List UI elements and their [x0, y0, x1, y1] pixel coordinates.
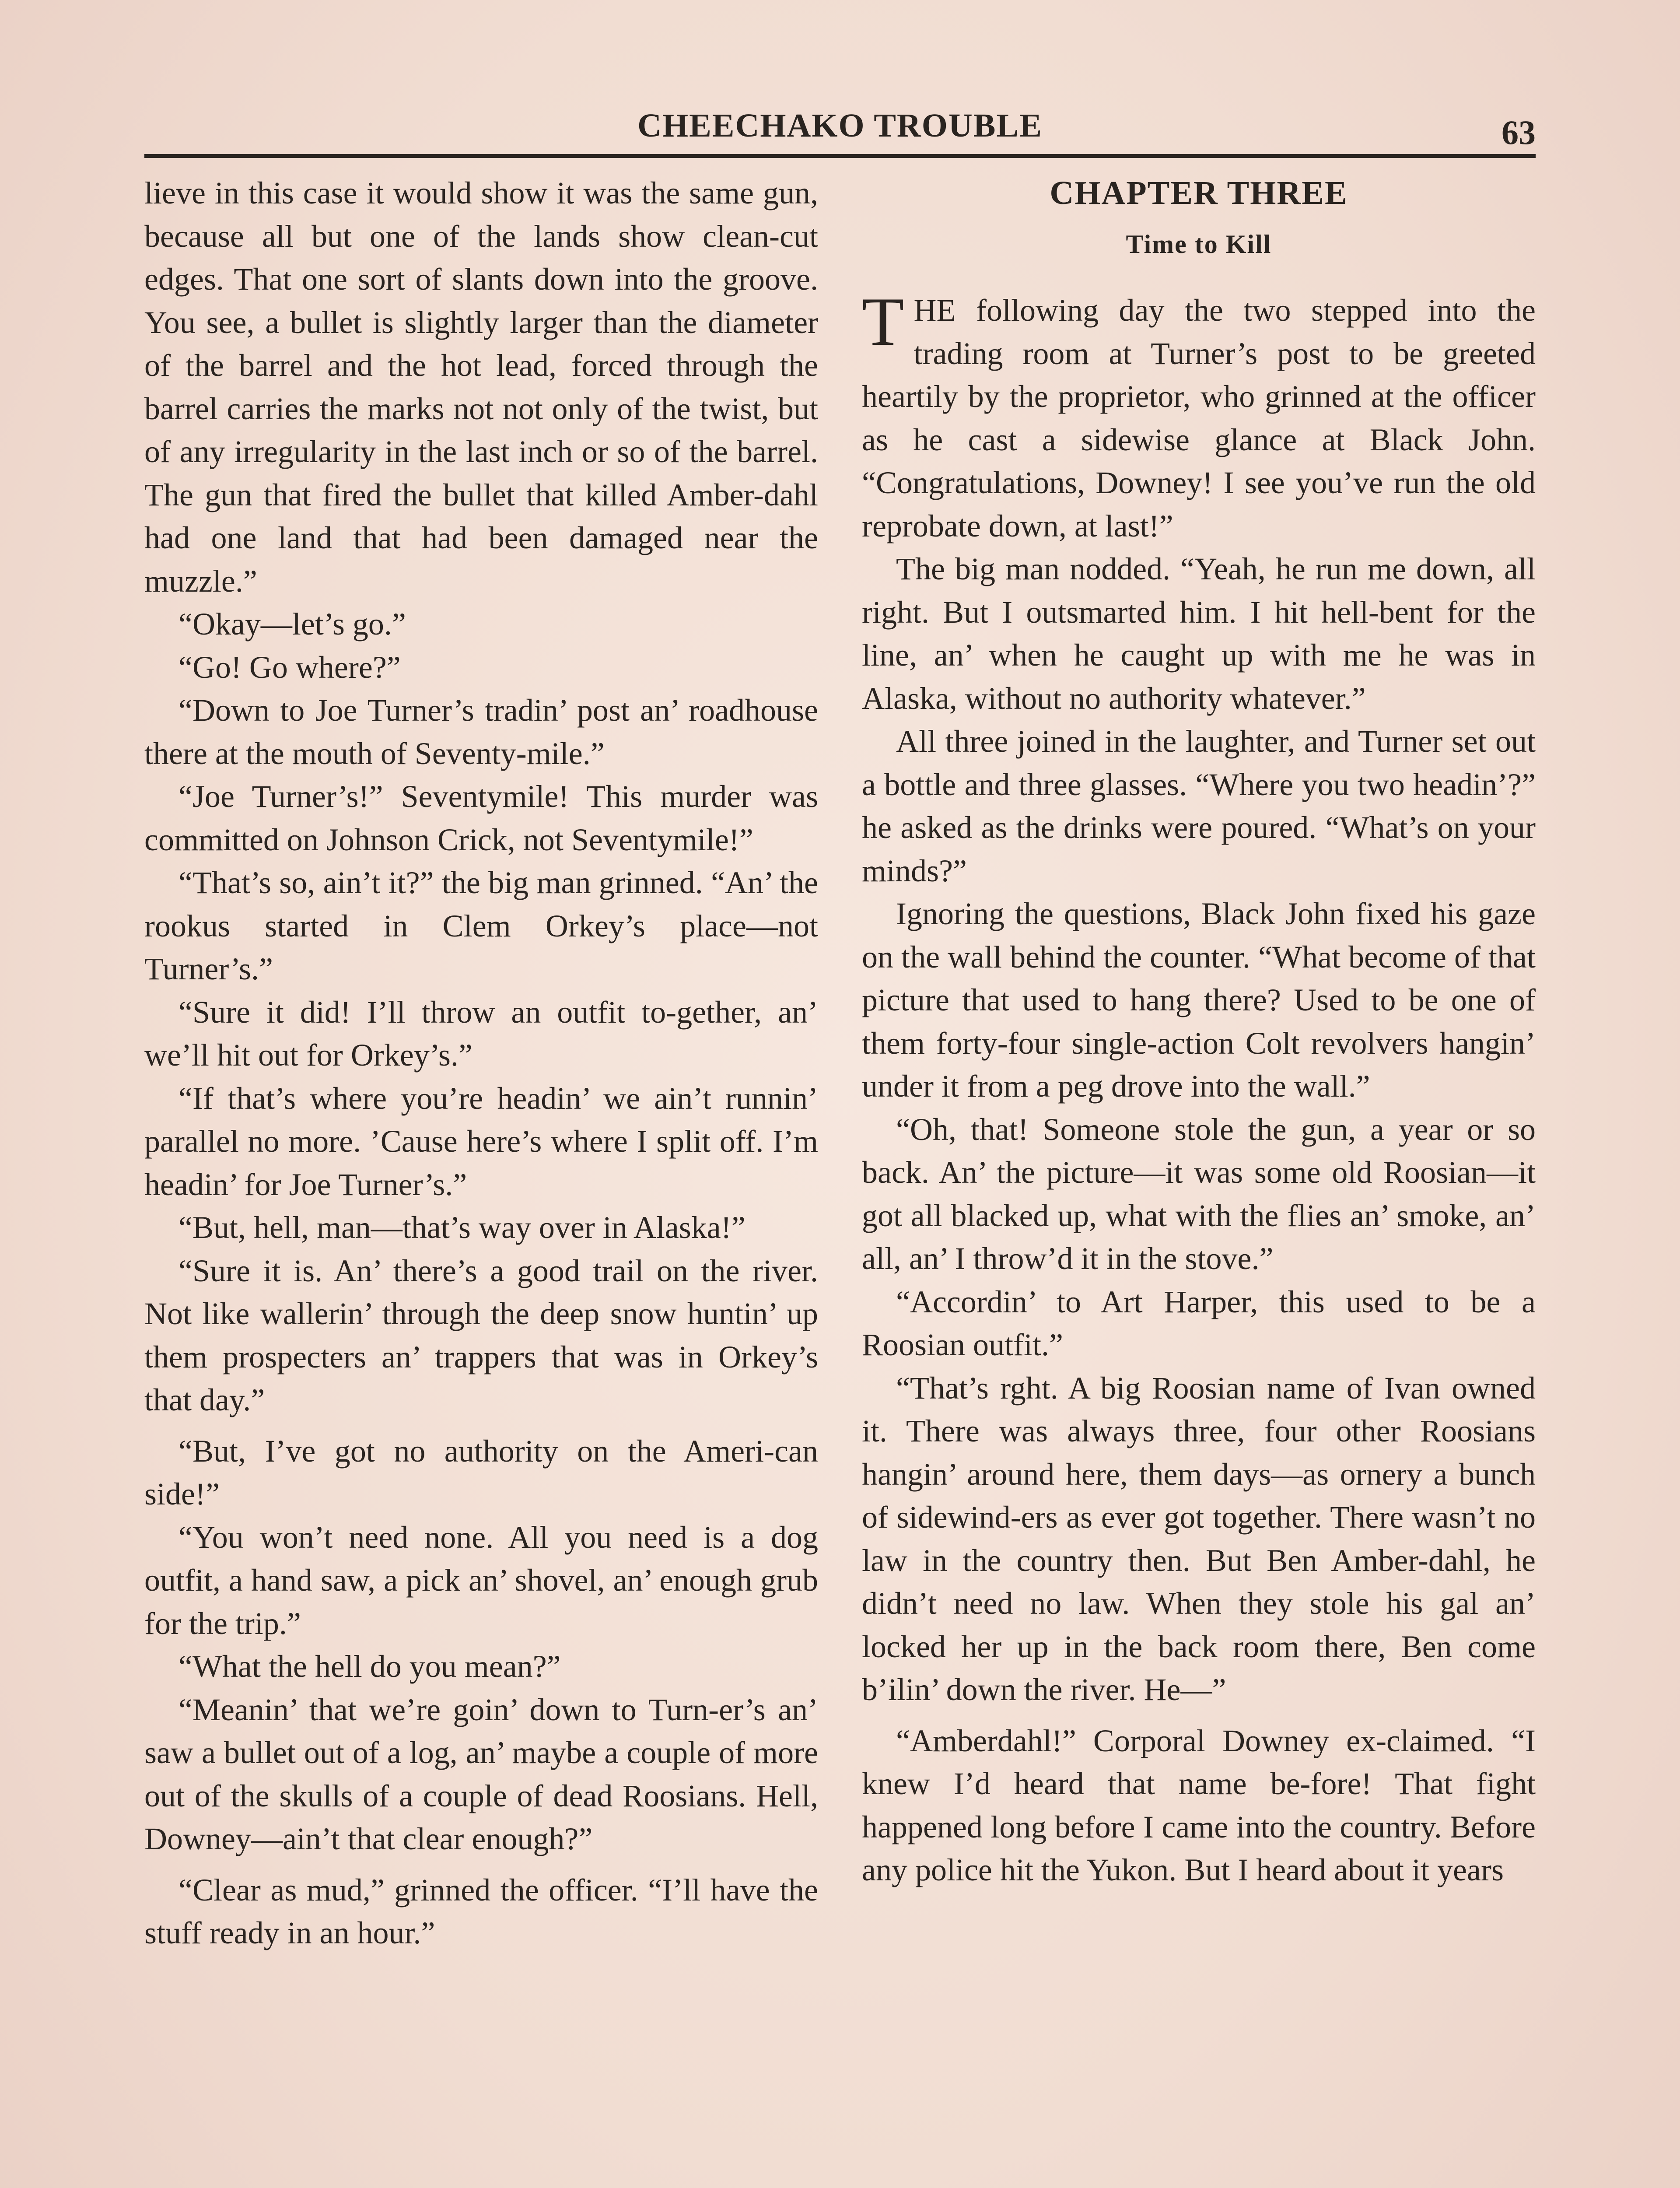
running-title: CHEECHAKO TROUBLE [637, 107, 1043, 144]
paragraph: “Go! Go where?” [178, 649, 401, 685]
paragraph: All three joined in the laughter, and Turner set out a bottle and three glasses. “Where you two headin’?” he asked as the drinks were poured. “What’s on your minds?” [862, 724, 1536, 888]
opening-paragraph [862, 284, 1536, 547]
header-rule [144, 154, 1536, 158]
paragraph: Ignoring the questions, Black John fixed his gaze on the wall behind the counter. “What become of that picture that used to hang there? Used to be one of them forty-four single-action Colt revolvers hangin’ under it from a peg drove into the wall.” [862, 896, 1536, 1104]
drop-cap: T [862, 284, 904, 360]
paragraph: “You won’t need none. All you need is a dog outfit, a hand saw, a pick an’ shovel, an’ enough grub for the trip.” [144, 1519, 818, 1641]
paragraph: “But, I’ve got no authority on the Ameri-can side!” [144, 1433, 818, 1511]
paragraph: “Accordin’ to Art Harper, this used to be a Roosian outfit.” [862, 1284, 1536, 1362]
opening-paragraph-text: HE following day the two stepped into the trading room at Turner’s post to be greeted heartily by the proprietor, who grinned at the officer as he cast a sidewise glance at Black John. “Congratulations, Downey! I see you’ve run the old reprobate down, at last!” [862, 293, 1536, 543]
left-column [144, 172, 818, 1955]
paragraph: lieve in this case it would show it was the same gun, because all but one of the lands show clean-cut edges. That one sort of slants down into the groove. You see, a bullet is slightly larger than the diameter of the barrel and the hot lead, forced through the barrel carries the marks not not only of the twist, but of any irregularity in the last inch or so of the barrel. The gun that fired the bullet that killed Amber-dahl had one land that had been damaged near the muzzle.” [144, 175, 818, 599]
paragraph: “Amberdahl!” Corporal Downey ex-claimed. “I knew I’d heard that name be-fore! That fight happened long before I came into the country. Before any police hit the Yukon. But I heard about it years [862, 1723, 1536, 1887]
paragraph: “Meanin’ that we’re goin’ down to Turn-er’s an’ saw a bullet out of a log, an’ maybe a couple of more out of the skulls of a couple of dead Roosians. Hell, Downey—ain’t that clear enough?” [144, 1692, 818, 1856]
paragraph: “Okay—let’s go.” [178, 607, 406, 642]
paragraph: “But, hell, man—that’s way over in Alaska!” [178, 1210, 746, 1245]
chapter-subtitle: Time to Kill [1126, 230, 1272, 259]
paragraph: The big man nodded. “Yeah, he run me down, all right. But I outsmarted him. I hit hell-bent for the line, an’ when he caught up with me he was in Alaska, without no authority whatever.” [862, 551, 1536, 716]
paragraph: “Clear as mud,” grinned the officer. “I’ll have the stuff ready in an hour.” [144, 1872, 818, 1950]
paragraph: “That’s so, ain’t it?” the big man grinned. “An’ the rookus started in Clem Orkey’s place—not Turner’s.” [144, 865, 818, 986]
running-header [144, 100, 1536, 152]
paragraph: “Down to Joe Turner’s tradin’ post an’ roadhouse there at the mouth of Seventy-mile.” [144, 693, 818, 771]
paragraph: “Sure it is. An’ there’s a good trail on the river. Not like wallerin’ through the deep snow huntin’ up them prospecters an’ trappers that was in Orkey’s that day.” [144, 1253, 818, 1417]
chapter-heading: CHAPTER THREE [1050, 175, 1348, 211]
paragraph: “Oh, that! Someone stole the gun, a year or so back. An’ the picture—it was some old Roosian—it got all blacked up, what with the flies an’ smoke, an’ all, an’ I throw’d it in the stove.” [862, 1112, 1536, 1276]
right-column [862, 172, 1536, 1892]
page-number: 63 [1502, 113, 1536, 151]
paragraph: “Sure it did! I’ll throw an outfit to-gether, an’ we’ll hit out for Orkey’s.” [144, 994, 818, 1073]
paragraph: “If that’s where you’re headin’ we ain’t runnin’ parallel no more. ’Cause here’s where I split off. I’m headin’ for Joe Turner’s.” [144, 1080, 818, 1202]
paragraph: “What the hell do you mean?” [178, 1649, 561, 1684]
paragraph: “That’s rght. A big Roosian name of Ivan owned it. There was always three, four other Roosians hangin’ around here, them days—as ornery a bunch of sidewind-ers as ever got together. There wasn’t no law in the country then. But Ben Amber-dahl, he didn’t need no law. When they stole his gal an’ locked her up in the back room there, Ben come b’ilin’ down the river. He—” [862, 1370, 1536, 1707]
paragraph: “Joe Turner’s!” Seventymile! This murder was committed on Johnson Crick, not Seventymile!” [144, 779, 818, 857]
